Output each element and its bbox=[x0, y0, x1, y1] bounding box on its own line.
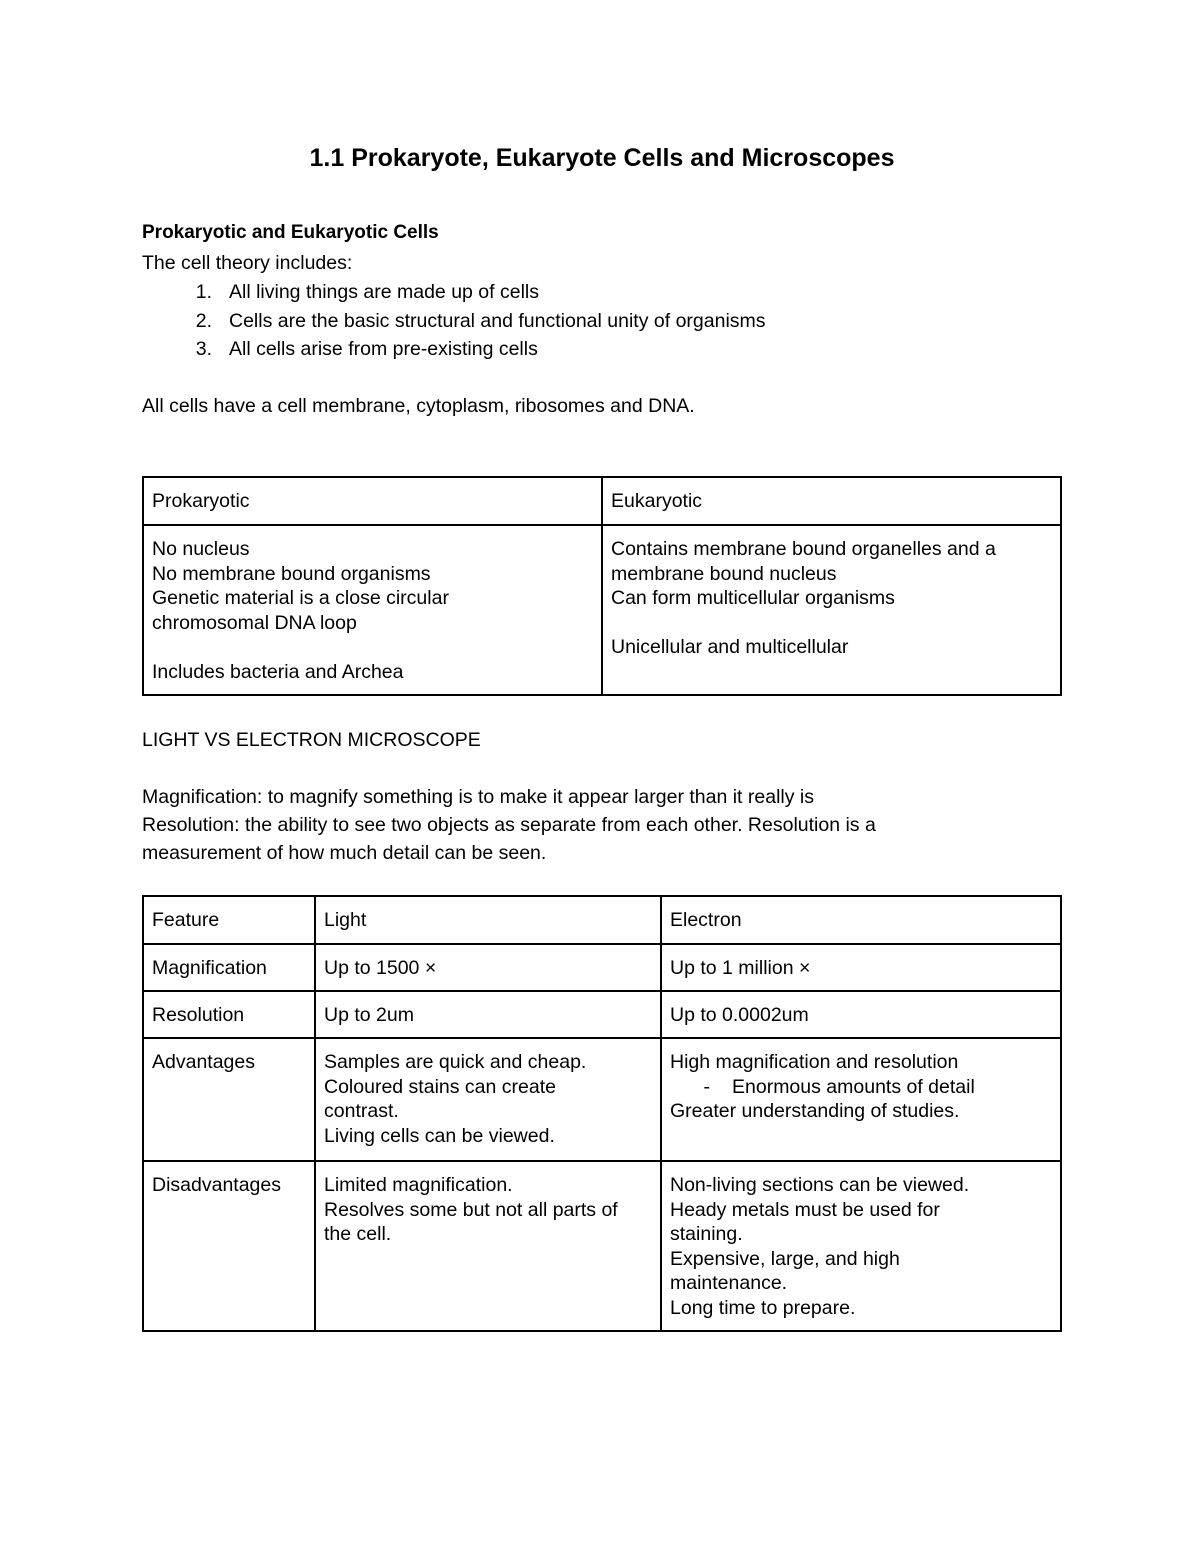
light-cell: Up to 2um bbox=[315, 991, 661, 1038]
cell-line: Greater understanding of studies. bbox=[670, 1100, 960, 1122]
eukaryotic-cell bbox=[602, 525, 1061, 695]
list-number: 1. bbox=[195, 281, 212, 303]
prokaryotic-cell bbox=[143, 525, 602, 695]
feature-cell: Disadvantages bbox=[143, 1161, 315, 1331]
electron-cell: Up to 1 million × bbox=[661, 944, 1061, 991]
cell-line: Can form multicellular organisms bbox=[611, 587, 895, 609]
cell-line: Includes bacteria and Archea bbox=[152, 660, 404, 683]
section-heading-microscopes: LIGHT VS ELECTRON MICROSCOPE bbox=[142, 729, 481, 751]
feature-cell: Magnification bbox=[143, 944, 315, 991]
list-item bbox=[142, 335, 766, 364]
electron-cell bbox=[661, 1161, 1061, 1331]
list-text: All cells arise from pre-existing cells bbox=[229, 338, 538, 360]
cell-line: Coloured stains can create bbox=[324, 1075, 556, 1098]
cell-line: Genetic material is a close circular bbox=[152, 587, 449, 609]
table-header-eukaryotic: Eukaryotic bbox=[602, 477, 1061, 525]
all-cells-statement: All cells have a cell membrane, cytoplasm, ribosomes and DNA. bbox=[142, 395, 695, 417]
cell-line: Non-living sections can be viewed. bbox=[670, 1174, 970, 1196]
cell-line: Contains membrane bound organelles and a bbox=[611, 538, 996, 560]
list-text: Cells are the basic structural and functional unity of organisms bbox=[229, 309, 766, 332]
list-number: 3. bbox=[195, 338, 212, 360]
light-cell bbox=[315, 1161, 661, 1331]
cell-line: Limited magnification. bbox=[324, 1174, 513, 1196]
cell-theory-intro: The cell theory includes: bbox=[142, 252, 353, 274]
cell-line: membrane bound nucleus bbox=[611, 562, 837, 585]
feature-cell: Advantages bbox=[143, 1038, 315, 1161]
cell-line: contrast. bbox=[324, 1100, 399, 1122]
list-item bbox=[142, 278, 766, 307]
resolution-definition-line2: measurement of how much detail can be seen. bbox=[142, 842, 547, 864]
table-header-electron: Electron bbox=[661, 896, 1061, 944]
electron-cell: Up to 0.0002um bbox=[661, 991, 1061, 1038]
table-row bbox=[143, 477, 1061, 525]
cell-line: High magnification and resolution bbox=[670, 1051, 959, 1073]
light-cell: Up to 1500 × bbox=[315, 944, 661, 991]
cell-line: Resolves some but not all parts of bbox=[324, 1198, 618, 1221]
list-number: 2. bbox=[195, 309, 212, 332]
table-header-feature: Feature bbox=[143, 896, 315, 944]
cell-line: Living cells can be viewed. bbox=[324, 1124, 555, 1147]
cell-line: Unicellular and multicellular bbox=[611, 636, 849, 658]
table-row bbox=[143, 944, 1061, 991]
cell-line: staining. bbox=[670, 1223, 743, 1245]
cell-line: Long time to prepare. bbox=[670, 1296, 856, 1319]
sub-list-item bbox=[670, 1075, 1052, 1100]
resolution-definition-line1: Resolution: the ability to see two objects as separate from each other. Resolution is a bbox=[142, 814, 876, 836]
table-row bbox=[143, 896, 1061, 944]
table-row bbox=[143, 1038, 1061, 1161]
list-item bbox=[142, 307, 766, 336]
cell-line: No nucleus bbox=[152, 538, 250, 560]
cell-line: No membrane bound organisms bbox=[152, 562, 431, 585]
light-cell bbox=[315, 1038, 661, 1161]
cell-comparison-table bbox=[142, 476, 1062, 696]
cell-line: the cell. bbox=[324, 1223, 392, 1245]
microscope-comparison-table bbox=[142, 895, 1062, 1332]
magnification-definition: Magnification: to magnify something is to make it appear larger than it really is bbox=[142, 786, 814, 808]
line-gap bbox=[611, 611, 1052, 636]
table-row bbox=[143, 1161, 1061, 1331]
feature-cell: Resolution bbox=[143, 991, 315, 1038]
cell-theory-list bbox=[142, 278, 766, 364]
table-row bbox=[143, 991, 1061, 1038]
section-heading-cells: Prokaryotic and Eukaryotic Cells bbox=[142, 222, 439, 243]
page-title: 1.1 Prokaryote, Eukaryote Cells and Microscopes bbox=[309, 144, 895, 172]
cell-line: chromosomal DNA loop bbox=[152, 611, 357, 634]
table-header-light: Light bbox=[315, 896, 661, 944]
line-gap bbox=[152, 635, 593, 660]
sub-list-text: Enormous amounts of detail bbox=[732, 1075, 975, 1098]
cell-line: maintenance. bbox=[670, 1272, 788, 1294]
cell-line: Expensive, large, and high bbox=[670, 1247, 900, 1270]
table-row bbox=[143, 525, 1061, 695]
cell-line: Heady metals must be used for bbox=[670, 1198, 940, 1221]
dash-marker: - bbox=[703, 1075, 710, 1098]
list-text: All living things are made up of cells bbox=[229, 281, 539, 303]
electron-cell bbox=[661, 1038, 1061, 1161]
table-header-prokaryotic: Prokaryotic bbox=[143, 477, 602, 525]
cell-line: Samples are quick and cheap. bbox=[324, 1051, 587, 1073]
